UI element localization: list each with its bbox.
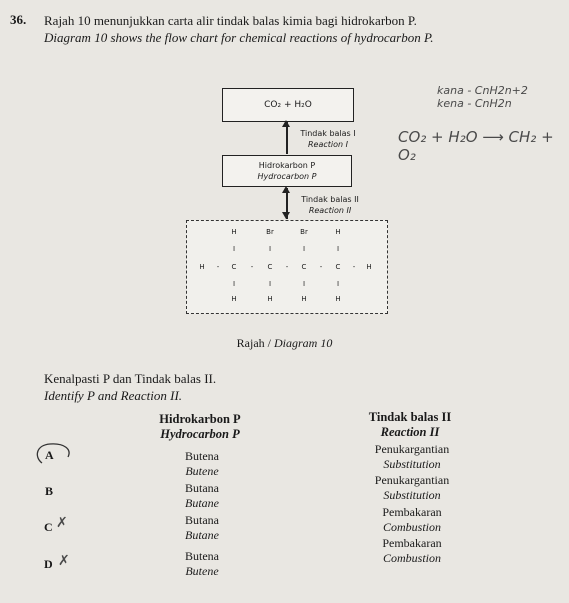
- reaction2-label: [292, 194, 368, 216]
- bond-bottom-3: I: [302, 280, 306, 288]
- bond-top-2: I: [268, 245, 272, 253]
- reaction1-label: [292, 128, 364, 150]
- option-b-reaction-ms: Penukargantian: [374, 473, 450, 487]
- atom-carbon-1: C: [231, 263, 237, 271]
- atom-bottom-2: H: [267, 295, 273, 303]
- question-text: [44, 12, 559, 46]
- option-a-hydrocarbon-ms: Butena: [185, 449, 219, 463]
- column-header-reaction-en: Reaction II: [380, 425, 440, 439]
- question-text-en: Diagram 10 shows the flow chart for chemical reactions of hydrocarbon P.: [44, 30, 434, 45]
- handwritten-equation: CO₂ + H₂O ⟶ CH₂ + O₂: [398, 128, 554, 164]
- option-c-hydrocarbon: [142, 513, 262, 543]
- circle-mark-icon: [32, 441, 78, 467]
- column-header-hydrocarbon-ms: Hidrokarbon P: [159, 412, 241, 426]
- products-box: [222, 88, 354, 122]
- option-b-reaction-en: Substitution: [383, 488, 441, 502]
- hydrocarbon-p-ms: Hidrokarbon P: [258, 161, 316, 170]
- atom-bottom-3: H: [301, 295, 307, 303]
- reaction1-arrow: [286, 122, 288, 154]
- atom-bottom-4: H: [335, 295, 341, 303]
- bond-mid-1: -: [216, 263, 220, 271]
- option-c-hydrocarbon-en: Butane: [185, 528, 219, 542]
- bond-mid-5: -: [352, 263, 356, 271]
- reaction2-en: Reaction II: [308, 206, 352, 215]
- atom-top-1: H: [231, 228, 237, 236]
- option-letter-d[interactable]: D: [44, 557, 53, 571]
- bond-mid-3: -: [285, 263, 289, 271]
- option-letter-b[interactable]: B: [45, 484, 54, 498]
- option-b-hydrocarbon-ms: Butana: [185, 481, 219, 495]
- atom-top-3: Br: [300, 228, 308, 236]
- atom-carbon-2: C: [267, 263, 273, 271]
- handwritten-note-2: kena - CnH2n: [437, 97, 512, 110]
- option-d-reaction: [352, 536, 472, 566]
- question-text-ms: Rajah 10 menunjukkan carta alir tindak balas kimia bagi hidrokarbon P.: [44, 13, 417, 28]
- atom-carbon-4: C: [335, 263, 341, 271]
- option-a-reaction: [352, 442, 472, 472]
- question-number: 36.: [10, 12, 27, 27]
- option-a-hydrocarbon-en: Butene: [185, 464, 219, 478]
- option-d-hydrocarbon-ms: Butena: [185, 549, 219, 563]
- bond-bottom-2: I: [268, 280, 272, 288]
- caption-ms: Rajah /: [236, 336, 274, 350]
- bond-mid-4: -: [319, 263, 323, 271]
- option-b-reaction: [352, 473, 472, 503]
- caption-en: Diagram 10: [273, 336, 333, 350]
- instruction: [44, 370, 216, 404]
- column-header-hydrocarbon: [130, 412, 270, 442]
- atom-carbon-3: C: [301, 263, 307, 271]
- products-label: CO₂ + H₂O: [264, 100, 312, 110]
- instruction-en: Identify P and Reaction II.: [44, 388, 183, 403]
- bond-mid-2: -: [250, 263, 254, 271]
- hydrocarbon-p-box: [222, 155, 352, 187]
- option-b-hydrocarbon: [142, 481, 262, 511]
- structural-formula: [186, 220, 388, 314]
- cross-mark-icon: ✗: [58, 553, 70, 569]
- handwritten-note-1: kana - CnH2n+2: [437, 84, 528, 97]
- atom-top-2: Br: [266, 228, 274, 236]
- option-letter-c[interactable]: C: [44, 520, 53, 534]
- reaction1-ms: Tindak balas I: [300, 129, 356, 138]
- hydrocarbon-p-en: Hydrocarbon P: [257, 172, 317, 181]
- atom-top-4: H: [335, 228, 341, 236]
- option-d-reaction-en: Combustion: [382, 551, 441, 565]
- option-d-hydrocarbon-en: Butene: [185, 564, 219, 578]
- bond-bottom-1: I: [232, 280, 236, 288]
- option-a[interactable]: [38, 446, 98, 470]
- option-a-reaction-en: Substitution: [383, 457, 441, 471]
- option-letter-a: A: [45, 448, 54, 462]
- reaction2-ms: Tindak balas II: [301, 195, 359, 204]
- atom-mid-h-left: H: [199, 263, 205, 271]
- diagram-caption: [0, 336, 569, 351]
- bond-top-1: I: [232, 245, 236, 253]
- instruction-ms: Kenalpasti P dan Tindak balas II.: [44, 371, 217, 386]
- reaction1-en: Reaction I: [307, 140, 348, 149]
- option-a-hydrocarbon: [142, 449, 262, 479]
- option-c-hydrocarbon-ms: Butana: [185, 513, 219, 527]
- option-c-reaction: [352, 505, 472, 535]
- option-c-reaction-ms: Pembakaran: [382, 505, 442, 519]
- option-b-hydrocarbon-en: Butane: [185, 496, 219, 510]
- reaction2-arrowhead: [282, 212, 290, 219]
- bond-bottom-4: I: [336, 280, 340, 288]
- option-c-reaction-en: Combustion: [382, 520, 441, 534]
- option-d-reaction-ms: Pembakaran: [382, 536, 442, 550]
- column-header-hydrocarbon-en: Hydrocarbon P: [160, 427, 240, 441]
- column-header-reaction: [350, 410, 470, 440]
- bond-top-3: I: [302, 245, 306, 253]
- atom-bottom-1: H: [231, 295, 237, 303]
- option-a-reaction-ms: Penukargantian: [374, 442, 450, 456]
- option-d-hydrocarbon: [142, 549, 262, 579]
- cross-mark-icon: ✗: [56, 515, 68, 531]
- bond-top-4: I: [336, 245, 340, 253]
- column-header-reaction-ms: Tindak balas II: [368, 410, 452, 424]
- atom-mid-h-right: H: [366, 263, 372, 271]
